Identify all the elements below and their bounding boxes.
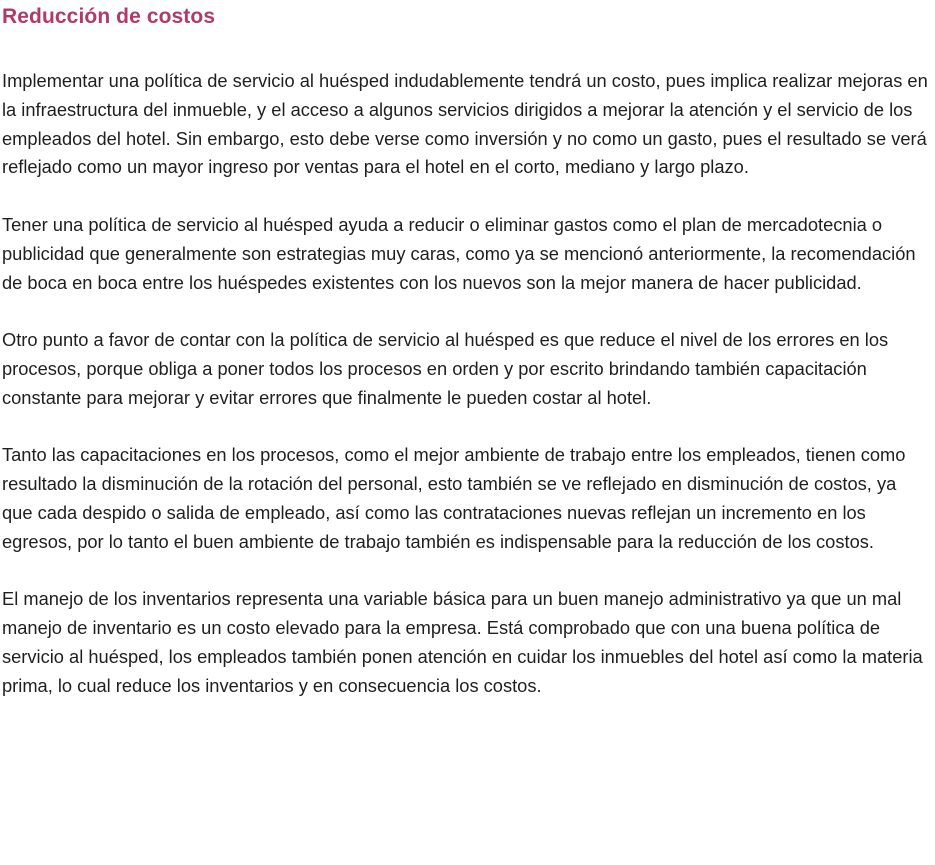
paragraph-process-errors: Otro punto a favor de contar con la política de servicio al huésped es que reduce el nivel de los errores en los procesos, porque obliga a poner todos los procesos en orden y por escrito brindando también capacitación constante para mejorar y evitar errores que finalmente le pueden costar al hotel. bbox=[2, 329, 889, 408]
paragraph-staff-turnover: Tanto las capacitaciones en los procesos, como el mejor ambiente de trabajo entre los empleados, tienen como resultado la disminución de la rotación del personal, esto también se ve reflejado en disminución de costos, ya que cada despido o salida de empleado, así como las contrataciones nuevas reflejan un incremento en los egresos, por lo tanto el buen ambiente de trabajo también es indispensable para la reducción de los costos. bbox=[2, 444, 906, 552]
paragraph-marketing-savings: Tener una política de servicio al huésped ayuda a reducir o eliminar gastos como el plan de mercadotecnia o publicidad que generalmente son estrategias muy caras, como ya se mencionó anteriormente, la recomendación de boca en boca entre los huéspedes existentes con los nuevos son la mejor manera de hacer publicidad. bbox=[2, 213, 916, 293]
paragraph-cost-investment: Implementar una política de servicio al huésped indudablemente tendrá un costo, pues implica realizar mejoras en la infraestructura del inmueble, y el acceso a algunos servicios dirigidos a mejorar la atención y el servicio de los empleados del hotel. Sin embargo, esto debe verse como inversión y no como un gasto, pues el resultado se verá reflejado como un mayor ingreso por ventas para el hotel en el corto, mediano y largo plazo. bbox=[2, 70, 928, 178]
paragraph-inventory: El manejo de los inventarios representa una variable básica para un buen manejo administrativo ya que un mal manejo de inventario es un costo elevado para la empresa. Está comprobado que con una buena política de servicio al huésped, los empleados también ponen atención en cuidar los inmuebles del hotel así como la materia prima, lo cual reduce los inventarios y en consecuencia los costos. bbox=[2, 588, 923, 696]
section-title: Reducción de costos bbox=[2, 5, 216, 28]
